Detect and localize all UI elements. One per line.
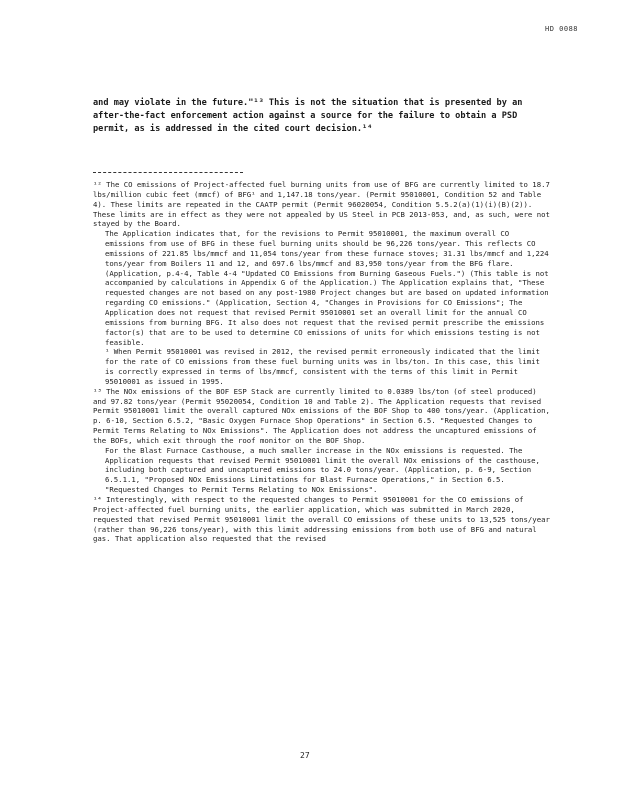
- document-id: HD 0088: [545, 25, 579, 33]
- body-paragraph: and may violate in the future."¹³ This is not the situation that is presented by an after-the-fact enforcement action against a source for the failure to obtain a PSD permit, as is addressed in the cited court decision.¹⁴: [93, 98, 523, 134]
- footnote-separator: [93, 172, 243, 173]
- main-text: [93, 97, 548, 136]
- sub-footnote-1: ¹ When Permit 95010001 was revised in 2012, the revised permit erroneously indicated that the limit for the rate of CO emissions from these fuel burning units was in lbs/ton. In this case, this limit is correctly expressed in terms of lbs/mmcf, consistent with the terms of this limit in Permit 95010001 as issued in 1995.: [105, 347, 540, 386]
- footnote-13: ¹³ The NOx emissions of the BOF ESP Stack are currently limited to 0.0389 lbs/ton (of steel produced) and 97.82 tons/year (Permit 95020054, Condition 10 and Table 2). The Application requests that revised Permit 95010001 limit the overall captured NOx emissions of the BOF Shop to 400 tons/year. (Application, p. 6-10, Section 6.5.2, "Basic Oxygen Furnace Shop Operations" in Section 6.5. "Requested Changes to Permit Terms Relating to NOx Emissions". The Application does not address the uncaptured emissions of the BOFs, which exit through the roof monitor on the BOF Shop.: [93, 386, 550, 445]
- footnote-12-continued: The Application indicates that, for the revisions to Permit 95010001, the maximum overall CO emissions from use of BFG in these fuel burning units should be 96,226 tons/year. This reflects CO emissions of 221.85 lbs/mmcf and 11,054 tons/year from these furnace stoves; 31.31 lbs/mmcf and 1,224 tons/year from Boilers 11 and 12, and 697.6 lbs/mmcf and 83,950 tons/year from the BFG flare. (Application, p.4-4, Table 4-4 "Updated CO Emissions from Burning Gaseous Fuels.") (This table is not accompanied by calculations in Appendix G of the Application.) The Application explains that, "These requested changes are not based on any post-1980 Project changes but are based on updated information regarding CO emissions." (Application, Section 4, "Changes in Provisions for CO Emissions"; The Application does not request that revised Permit 95010001 set an overall limit for the annual CO emissions from burning BFG. It also does not request that the revised permit prescribe the emissions factor(s) that are to be used to determine CO emissions of units for which emissions testing is not feasible.: [105, 229, 549, 347]
- footnote-12: ¹² The CO emissions of Project-affected fuel burning units from use of BFG are currently limited to 18.7 lbs/million cubic feet (mmcf) of BFG¹ and 1,147.18 tons/year. (Permit 95010001, Condition 52 and Table 4). These limits are repeated in the CAATP permit (Permit 96020054, Condition 5.5.2(a)(1)(i)(B)(2)). These limits are in effect as they were not appealed by US Steel in PCB 2013-053, and, as such, were not stayed by the Board.: [93, 180, 550, 229]
- page-number: 27: [300, 751, 310, 760]
- footnote-14: ¹⁴ Interestingly, with respect to the requested changes to Permit 95010001 for the CO emissions of Project-affected fuel burning units, the earlier application, which was submitted in March 2020, requested that revised Permit 95010001 limit the overall CO emissions of these units to 13,525 tons/year (rather than 96,226 tons/year), with this limit addressing emissions from both use of BFG and natural gas. That application also requested that the revised: [93, 495, 550, 544]
- footnotes: [93, 180, 553, 544]
- footnote-13-continued: For the Blast Furnace Casthouse, a much smaller increase in the NOx emissions is requested. The Application requests that revised Permit 95010001 limit the overall NOx emissions of the casthouse, including both captured and uncaptured emissions to 24.0 tons/year. (Application, p. 6-9, Section 6.5.1.1, "Proposed NOx Emissions Limitations for Blast Furnace Operations," in Section 6.5. "Requested Changes to Permit Terms Relating to NOx Emissions".: [105, 445, 540, 495]
